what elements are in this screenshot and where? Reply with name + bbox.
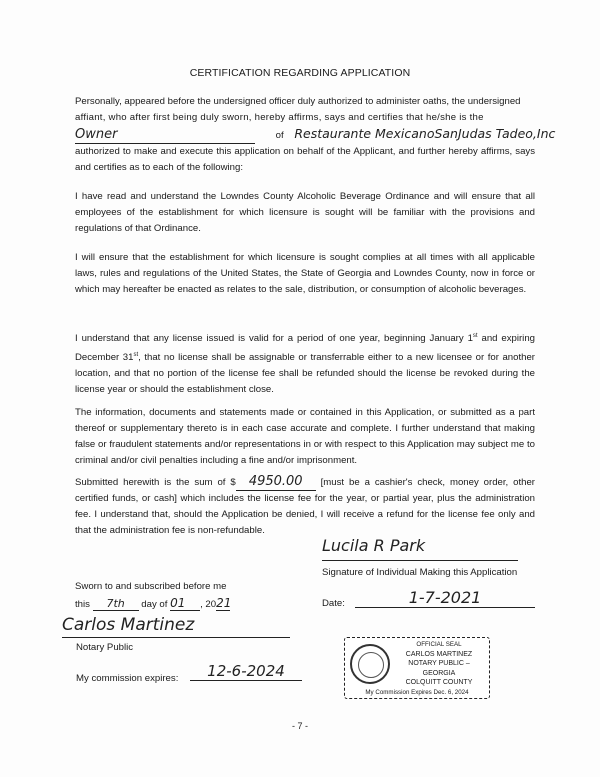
- commission-value: 12-6-2024: [207, 662, 285, 680]
- day-of-label: day of: [141, 599, 168, 610]
- intro-line-4: authorized to make and execute this application on behalf of the Applicant, and further hereby affirms, says and certifies as to each of the following:: [75, 146, 535, 173]
- notary-signature: Carlos Martinez: [62, 615, 195, 635]
- commission-label: My commission expires:: [76, 673, 179, 684]
- applicant-signature-label: Signature of Individual Making this Application: [322, 567, 518, 578]
- sup-1: st: [472, 333, 478, 339]
- document-title: CERTIFICATION REGARDING APPLICATION: [189, 67, 411, 79]
- day-field[interactable]: [93, 597, 139, 611]
- notary-seal: [344, 637, 490, 699]
- day-value: 7th: [106, 597, 125, 610]
- amount-value: 4950.00: [248, 474, 303, 489]
- intro-line-2: affiant, who after first being duly sworn, hereby affirms, says and certifies that he/she is the: [75, 112, 484, 123]
- applicant-signature: Lucila R Park: [322, 536, 426, 555]
- commission-field[interactable]: [190, 662, 302, 681]
- sworn-date-line: [75, 596, 230, 611]
- accuracy-paragraph: The information, documents and statements made or contained in this Application, or submitted as a part thereof or supplementary thereto is in each case accurate and complete. I further understand that making false or fraudulent statements and/or representations in or with respect to this Application may subject me to criminal and/or civil penalties including a fine and/or imprisonment.: [75, 407, 535, 466]
- license-text-3: , that no license shall be assignable or transferrable either to a new licensee or for another location, and that no portion of the license fee shall be refunded should the license be revoked during the license year or should the establishment close.: [75, 352, 535, 396]
- seal-line-3: NOTARY PUBLIC – GEORGIA: [408, 660, 470, 677]
- payment-prefix: Submitted herewith is the sum of $: [75, 477, 236, 488]
- role-field[interactable]: [75, 127, 255, 144]
- year-prefix: , 20: [200, 599, 217, 610]
- year-value: 21: [216, 596, 232, 610]
- date-field[interactable]: [355, 588, 535, 608]
- sworn-line: Sworn to and subscribed before me: [75, 581, 227, 592]
- of-label: of: [275, 130, 284, 141]
- ordinance-paragraph: I have read and understand the Lowndes County Alcoholic Beverage Ordinance and will ensure that all employees of the establishment for which licensure is sought will be familiar with the provisions and regulations of that Ordinance.: [75, 191, 535, 234]
- notary-public-label: Notary Public: [76, 642, 134, 653]
- state-seal-icon: [350, 644, 390, 684]
- intro-line-1: Personally, appeared before the undersigned officer duly authorized to administer oaths, the undersigned: [75, 96, 521, 107]
- this-label: this: [75, 599, 90, 610]
- page-number: - 7 -: [291, 721, 308, 731]
- payment-suffix: [must be a cashier's check, money order, other certified funds, or cash] which includes the license fee for the year, or partial year, plus the administration fee. I understand that, should the Application be denied, I will receive a refund for the license fee only and that the administration fee is non-refundable.: [75, 477, 535, 536]
- role-value: Owner: [75, 127, 118, 142]
- seal-line-1: OFFICIAL SEAL: [416, 641, 462, 648]
- company-field[interactable]: [294, 126, 555, 141]
- sup-2: st: [133, 352, 139, 359]
- intro-paragraph: [75, 94, 556, 176]
- license-text-1: I understand that any license issued is valid for a period of one year, beginning January 1: [75, 333, 473, 345]
- intro-line-3: [75, 126, 556, 144]
- year-field[interactable]: [216, 596, 230, 611]
- amount-field[interactable]: [236, 474, 316, 491]
- seal-line-2: CARLOS MARTINEZ: [405, 650, 473, 658]
- applicant-signature-field[interactable]: [322, 536, 518, 561]
- month-field[interactable]: [170, 596, 200, 611]
- compliance-paragraph: I will ensure that the establishment for which licensure is sought complies at all times with all applicable laws, rules and regulations of the United States, the State of Georgia and Lowndes County, now in force or which may hereafter be enacted as relates to the sale, distribution, or consumption of alcoholic beverages.: [75, 252, 535, 295]
- date-value: 1-7-2021: [408, 588, 482, 607]
- license-text-2: and expiring December 31: [75, 333, 535, 364]
- payment-paragraph: [75, 474, 535, 539]
- company-value: Restaurante MexicanoSanJudas Tadeo,Inc: [294, 126, 556, 141]
- month-value: 01: [170, 596, 186, 610]
- notary-signature-field[interactable]: [62, 615, 290, 638]
- license-paragraph: [75, 328, 535, 398]
- seal-line-4: COLQUITT COUNTY: [405, 679, 473, 686]
- seal-line-5: My Commission Expires Dec. 6, 2024: [365, 689, 469, 696]
- date-label: Date:: [322, 598, 345, 609]
